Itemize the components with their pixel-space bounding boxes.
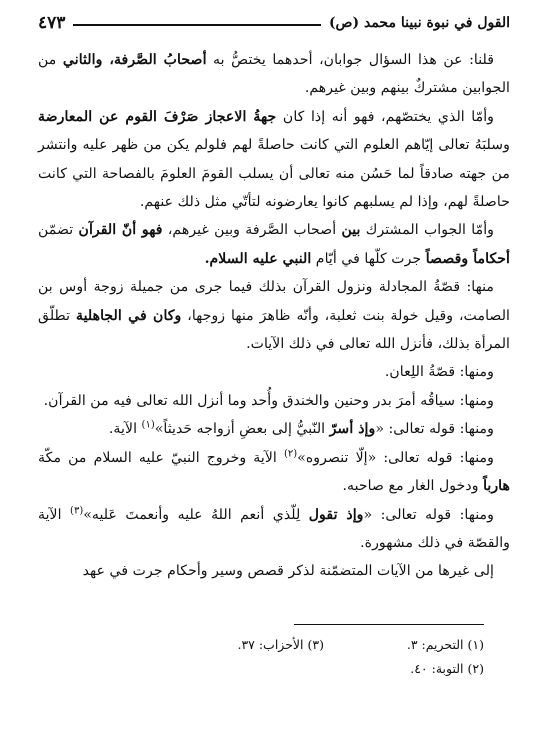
paragraph	[38, 46, 510, 103]
bold-run: جهةُ الاعجاز صَرْفَ القوم عن المعارضة	[38, 108, 277, 125]
paragraph	[38, 415, 510, 443]
header-rule	[73, 24, 321, 26]
header-title: القول في نبوة نبينا محمد (ص)	[328, 15, 510, 31]
text-run: ومنها: قوله تعالى: «	[363, 506, 495, 523]
paragraph	[38, 103, 510, 217]
bold-run: وإذ أسرّ	[329, 421, 376, 438]
footnote-ref: (٣)	[70, 504, 84, 516]
bold-run: بين	[341, 222, 361, 239]
footnotes	[44, 633, 484, 681]
text-run: أصحاب الصَّرفة وبين غيرهم،	[162, 222, 342, 239]
text-run: قلنا: عن هذا السؤال جوابان، أحدهما يختصُّ به	[206, 52, 494, 68]
paragraph	[38, 273, 510, 358]
paragraph	[38, 216, 510, 273]
text-run: وسلبَهُ تعالى إيّاهم العلوم التي كانت حاصلةً لهم فلولم يكن من ظهر عليه وانتشر من جهته صادقاً لما حَسُن منه تعالى أن يسلب القومَ العلومَ بالفصاحة التي كانت حاصلةً لهم، وإذا لم يسلبهم كانوا يعارضونه لتأتّي مثل ذلك عنهم.	[38, 137, 510, 211]
text-run: جرت كلّها في أيّام	[311, 250, 426, 267]
text-run: الآية.	[108, 421, 142, 438]
text-run: الآية والقصّة في ذلك مشهورة.	[38, 506, 510, 551]
text-run: وأمّا الذي يختصّهم، فهو أنه إذا كان	[276, 108, 494, 125]
paragraph	[38, 501, 510, 558]
bold-run: أحكاماً وقصصاً	[425, 250, 510, 267]
footnote-row	[44, 657, 484, 681]
bold-run: فهو أنّ القرآن	[78, 222, 163, 239]
footnote: (١) التحريم: ٣.	[406, 637, 484, 652]
bold-run: أصحابُ الصَّرفة، والثاني	[62, 52, 207, 68]
page-number: ٤٧٣	[38, 13, 66, 33]
paragraph	[38, 387, 510, 415]
text-run: ومنها: قصّةُ اللِعان.	[384, 364, 494, 381]
text-run: لِلّذي أنعم اللهُ عليه وأنعمتَ عَليه»	[83, 506, 309, 523]
text-run: وأمّا الجواب المشترك	[360, 222, 494, 239]
footnote-ref: (٢)	[283, 447, 298, 459]
footnote-row	[44, 633, 484, 657]
running-header	[38, 8, 510, 38]
text-run: ومنها: سياقُه أمرَ بدر وحنين والخندق وأُحد وما أنزل الله تعالى فيه من القرآن.	[43, 392, 494, 409]
text-run: تضمّن	[38, 222, 79, 239]
text-run: إلى غيرها من الآيات المتضمّنة لذكر قصص وسير وأحكام جرت في عهد	[82, 563, 494, 580]
text-run: الآية وخروج النبيّ عليه السلام من مكّة	[38, 449, 284, 466]
text-run: النّبيُّ إلى بعضِ أزواجه حَديثاً»	[154, 421, 330, 438]
paragraph	[38, 358, 510, 386]
text-run: ومنها: قوله تعالى: «	[375, 421, 494, 438]
paragraph	[38, 444, 510, 501]
bold-run: وكان في الجاهلية	[76, 307, 182, 324]
text-run: تطلّق المرأة بذلك، فأنزل الله تعالى في ذلك الآيات.	[38, 307, 510, 353]
bold-run: هارباً	[483, 478, 510, 495]
body-text	[38, 46, 510, 586]
footnote-ref: (١)	[141, 419, 155, 431]
text-run: منها: قصّةُ المجادلة ونزول القرآن بذلك فيما جرى من جميلة زوجة أوس بن الصامت، وقيل خولة بنت ثعلبة، وأنّه ظاهرَ منها زوجها،	[38, 279, 510, 324]
footnote-separator	[294, 624, 484, 625]
bold-run: النبي عليه السلام.	[204, 250, 312, 267]
bold-run: وإذ تقول	[308, 506, 364, 523]
paragraph	[38, 557, 510, 585]
footnote: (٢) التوبة: ٤٠.	[410, 661, 484, 676]
footnote: (٣) الأحزاب: ٣٧.	[237, 637, 324, 652]
text-run: من الجوابين مشتركٌ بينهم وبين غيرهم.	[38, 52, 510, 97]
text-run: ومنها: قوله تعالى: «إلّا تنصروه»	[297, 449, 494, 466]
text-run: ودخول الغار مع صاحبه.	[342, 478, 484, 495]
